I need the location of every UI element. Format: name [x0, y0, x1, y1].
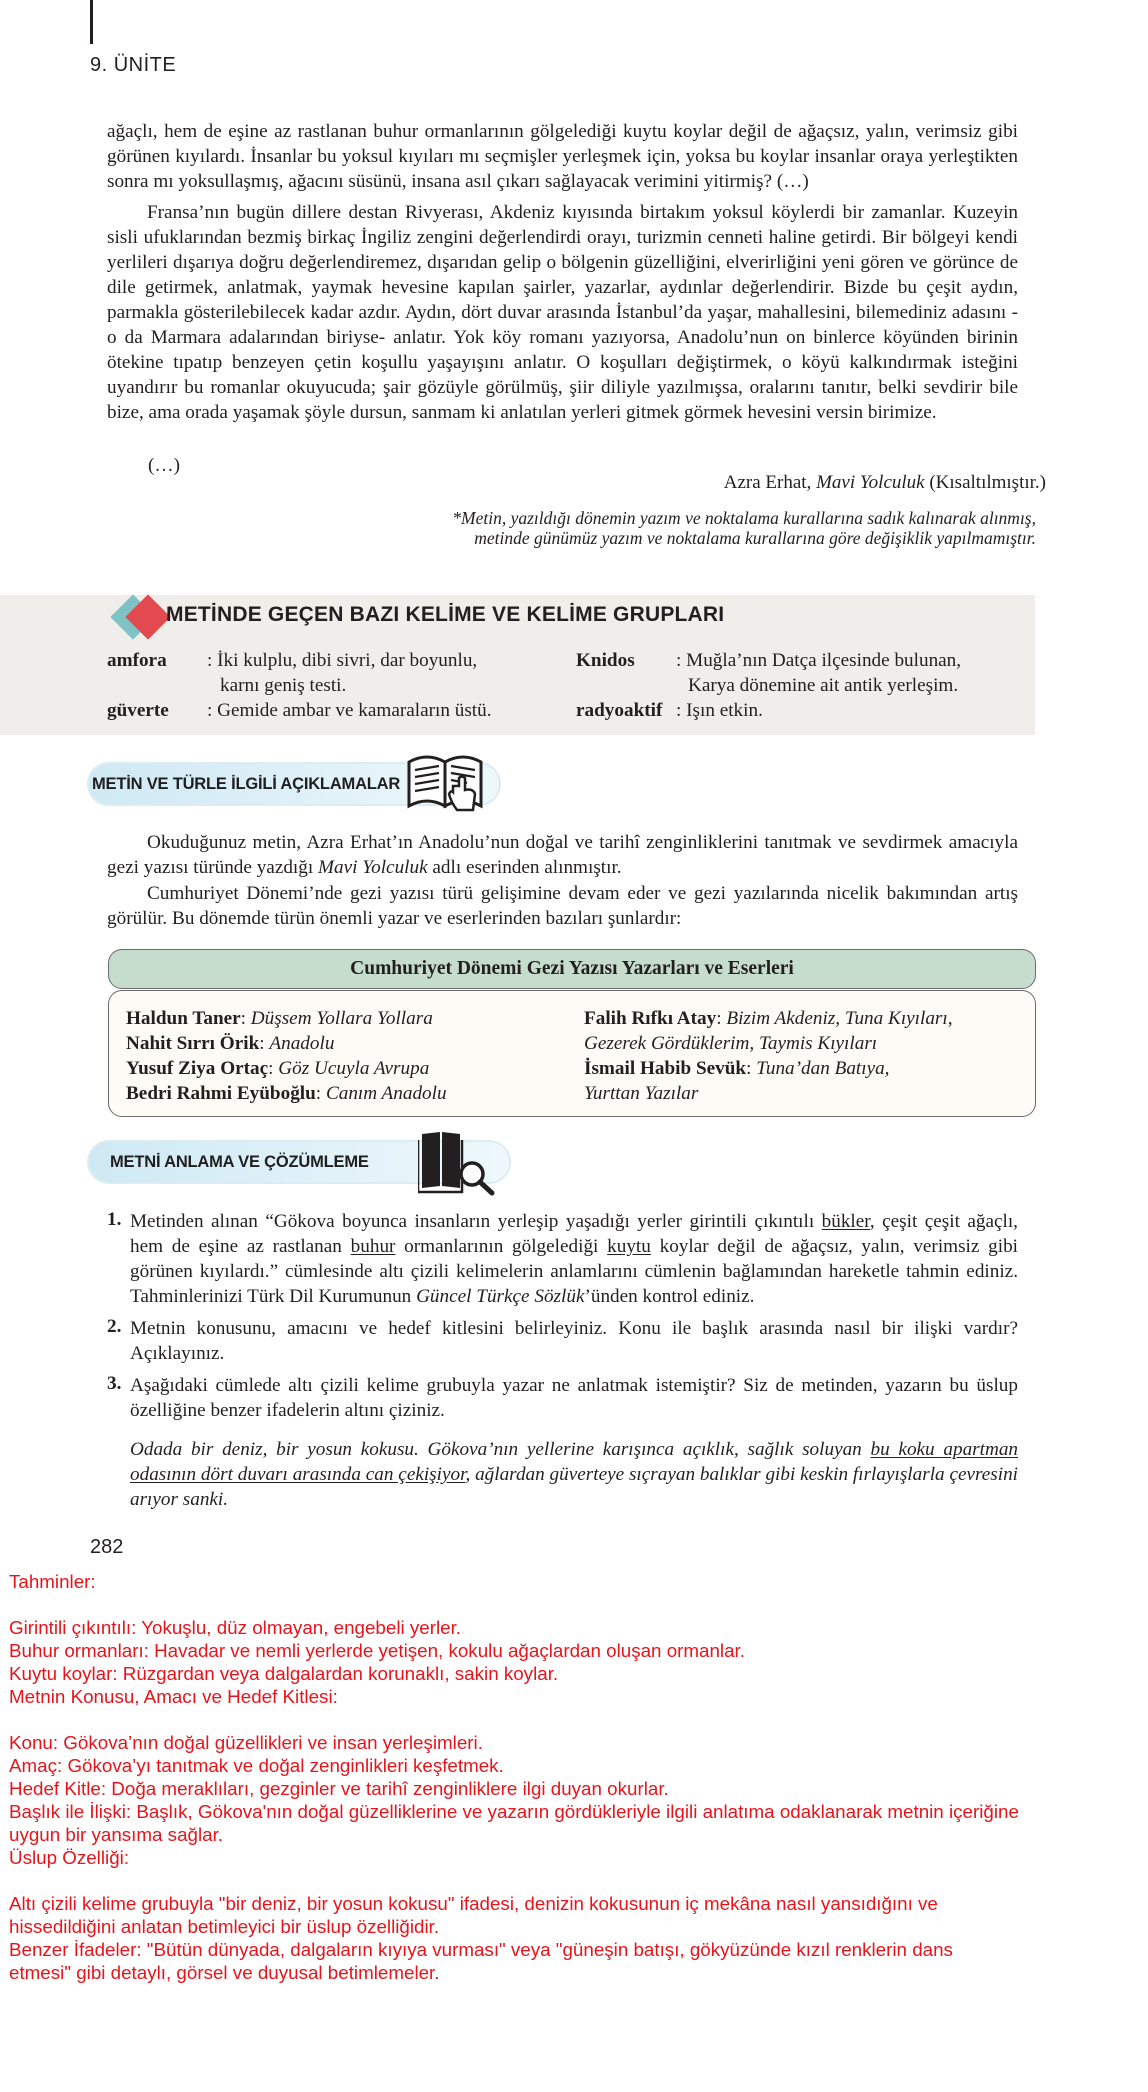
question-2-number: 2. — [107, 1316, 122, 1337]
answer-line: Kuytu koylar: Rüzgardan veya dalgalardan korunaklı, sakin koylar. — [9, 1663, 559, 1684]
answer-line: Hedef Kitle: Doğa meraklıları, gezginler ve tarihî zenginliklere ilgi duyan okurlar. — [9, 1778, 669, 1799]
answer-line: Metnin Konusu, Amacı ve Hedef Kitlesi: — [9, 1686, 338, 1707]
answer-line: Üslup Özelliği: — [9, 1847, 130, 1868]
explanations-text-2: Cumhuriyet Dönemi’nde gezi yazısı türü gelişimine devam eder ve gezi yazılarında nicelik bakımından artış görülür. Bu dönemde türün önemli yazar ve eserlerinden bazıları şunlardır: — [107, 883, 1018, 929]
quote-text-b: , ağlardan güverteye sıçrayan balıklar gibi keskin fırlayışlarla çevresini arıyor sanki. — [130, 1464, 1018, 1510]
vocab-term: güverte — [107, 700, 169, 721]
answer-line: Konu: Gökova’nın doğal güzellikleri ve insan yerleşimleri. — [9, 1732, 483, 1753]
source-book: Mavi Yolculuk — [816, 472, 925, 493]
passage-text-1: ağaçlı, hem de eşine az rastlanan buhur ormanlarının gölgelediği kuytu koylar değil de ağaçsız, yalın, verimsiz gibi görünen kıyılardı. İnsanlar bu yoksul kıyıları mı seçmişler yerleşmek için, yoksa bu koylar insanlar oraya yerleştikten sonra mı yoksullaşmış, ağacını süsünü, insana asıl çıkarı sağlayacak verimini yitirmiş? (…) — [107, 121, 1018, 192]
question-1-number: 1. — [107, 1209, 122, 1230]
answer-line: Tahminler: — [9, 1571, 96, 1592]
question-1-text-b: , çeşit çeşit ağaçlı, hem de eşine az rastlanan — [130, 1211, 1018, 1257]
question-2 — [130, 1316, 1018, 1366]
spelling-note — [316, 508, 1036, 548]
authors-table-title: Cumhuriyet Dönemi Gezi Yazısı Yazarları ve Eserleri — [108, 949, 1036, 989]
source-suffix: (Kısaltılmıştır.) — [924, 472, 1046, 493]
question-1 — [130, 1209, 1018, 1309]
table-author: Haldun Taner — [126, 1008, 241, 1029]
table-row: Falih Rıfkı Atay: Bizim Akdeniz, Tuna Kıyıları, — [584, 1008, 953, 1029]
table-author: İsmail Habib Sevük — [584, 1058, 747, 1079]
question-2-text: Metnin konusunu, amacını ve hedef kitlesini belirleyiniz. Konu ile başlık arasında nasıl bir ilişki vardır? Açıklayınız. — [130, 1318, 1018, 1364]
vocabulary-title: METİNDE GEÇEN BAZI KELİME VE KELİME GRUPLARI — [166, 603, 725, 626]
question-1-text — [130, 1209, 1018, 1309]
comprehension-title: METNİ ANLAMA VE ÇÖZÜMLEME — [110, 1153, 369, 1171]
table-row: Bedri Rahmi Eyüboğlu: Canım Anadolu — [126, 1083, 447, 1104]
explanations-book-title: Mavi Yolculuk — [318, 857, 428, 878]
table-author: Falih Rıfkı Atay — [584, 1008, 717, 1029]
question-3-quote — [130, 1437, 1018, 1512]
answer-line: uygun bir yansıma sağlar. — [9, 1824, 224, 1845]
vocab-entry-guverte — [107, 698, 492, 723]
underlined-kuytu: kuytu — [607, 1236, 651, 1257]
vocab-definition-cont: karnı geniş testi. — [220, 675, 347, 696]
table-works: Yurttan Yazılar — [584, 1083, 699, 1104]
vocab-definition: : Işın etkin. — [676, 700, 763, 721]
open-book-pointing-hand-icon — [405, 748, 485, 816]
table-works: Bizim Akdeniz, Tuna Kıyıları, — [726, 1008, 953, 1029]
underlined-quote-phrase: bu koku apartman odasının dört duvarı arasında can çekişiyor — [130, 1439, 1019, 1485]
answer-line-blank — [9, 1708, 1139, 1731]
vocab-term: amfora — [107, 650, 167, 671]
authors-table-right-column — [584, 1006, 953, 1106]
vocab-term: Knidos — [576, 650, 635, 671]
question-3 — [130, 1373, 1018, 1423]
answer-line-blank — [9, 1869, 1139, 1892]
table-row: Nahit Sırrı Örik: Anadolu — [126, 1033, 335, 1054]
answer-line: hissedildiğini anlatan betimleyici bir üslup özelliğidir. — [9, 1916, 440, 1937]
vocab-definition: : İki kulplu, dibi sivri, dar boyunlu, — [207, 650, 478, 671]
table-author: Nahit Sırrı Örik — [126, 1033, 260, 1054]
source-citation — [724, 472, 1046, 494]
question-1-text-e: ’ünden kontrol ediniz. — [584, 1286, 755, 1307]
book-magnifier-icon — [418, 1130, 500, 1196]
explanations-text-1a: Okuduğunuz metin, Azra Erhat’ın Anadolu’nun doğal ve tarihî zenginliklerini tanıtmak ve sevdirmek amacıyla gezi yazısı türünde yazdığı — [107, 832, 1018, 878]
table-author: Bedri Rahmi Eyüboğlu — [126, 1083, 316, 1104]
table-works: Tuna’dan Batıya, — [756, 1058, 890, 1079]
quote-text-a: Odada bir deniz, bir yosun kokusu. Gökova’nın yellerine karışınca açıklık, sağlık soluyan — [130, 1439, 871, 1460]
answer-line-blank — [9, 1593, 1139, 1616]
answer-line: Buhur ormanları: Havadar ve nemli yerlerde yetişen, kokulu ağaçlardan oluşan ormanlar. — [9, 1640, 745, 1661]
table-works: Gezerek Gördüklerim, Taymis Kıyıları — [584, 1033, 878, 1054]
answer-line: Altı çizili kelime grubuyla "bir deniz, bir yosun kokusu" ifadesi, denizin kokusunun iç mekâna nasıl yansıdığını ve — [9, 1893, 938, 1914]
source-author: Azra Erhat, — [723, 472, 817, 493]
passage-text-2: Fransa’nın bugün dillere destan Rivyerası, Akdeniz kıyısında birtakım yoksul köylerdi bir zamanlar. Kuzeyin sisli ufuklarından bezmiş birkaç İngiliz zengini değerlendirdi orayı, turizmin cenneti haline getirdi. Bir bölgeyi kendi yerlileri dışarıya doğru değerlendiremez, dışarıdan gelip o bölgenin güzelliğini, elverirliğini yeni gören ve görünce de dile getirmek, anlatmak, yaymak hevesine kapılan şairler, yazarlar, aydınlar değerlendirir. Bizde bu çeşit aydın, parmakla gösterilebilecek kadar azdır. Aydın, dört duvar arasında İstanbul’da yaşar, mahallesini, bilemediniz adasını -o da Marmara adalarından biriyse- anlatır. Yok köy romanı yazıyorsa, Anadolu’nun on binlerce köyünden birinin ötekine tıpatıp benzeyen çetin koşullu yaşayışını anlatır. O koşulları değiştirmek, o köyü kalkındırmak isteğini uyandırır bu romanlar okuyucuda; şair gözüyle görülmüş, şiir diliyle yazılmışsa, oralarını tanıtır, belki sevdirir bile bize, ama orada yaşamak şöyle dursun, sanmam ki anlatılan yerleri gitmek görmek hevesini versin birimize. — [107, 202, 1018, 423]
spelling-note-line-2: metinde günümüz yazım ve noktalama kurallarına göre değişiklik yapılmamıştır. — [474, 528, 1036, 548]
answer-line: Benzer İfadeler: "Bütün dünyada, dalgaların kıyıya vurması" veya "güneşin batışı, gökyüzünde kızıl renklerin dans — [9, 1939, 953, 1960]
spelling-note-line-1: *Metin, yazıldığı dönemin yazım ve noktalama kurallarına sadık kalınarak alınmış, — [452, 508, 1036, 528]
table-row — [584, 1081, 953, 1106]
underlined-buhur: buhur — [350, 1236, 396, 1257]
explanations-paragraph-1 — [107, 830, 1018, 880]
explanations-text-1b: adlı eserinden alınmıştır. — [427, 857, 622, 878]
answer-line: etmesi" gibi detaylı, görsel ve duyusal betimlemeler. — [9, 1962, 440, 1983]
answer-line: Girintili çıkıntılı: Yokuşlu, düz olmayan, engebeli yerler. — [9, 1617, 462, 1638]
vocab-definition: : Gemide ambar ve kamaraların üstü. — [207, 700, 492, 721]
table-works: Düşsem Yollara Yollara — [250, 1008, 433, 1029]
question-3-text: Aşağıdaki cümlede altı çizili kelime grubuyla yazar ne anlatmak istemiştir? Siz de metinden, yazarın bu üslup özelliğine benzer ifadelerin altını çiziniz. — [130, 1375, 1018, 1421]
passage-paragraph-2 — [107, 200, 1018, 425]
vocab-definition-cont: Karya dönemine ait antik yerleşim. — [688, 675, 959, 696]
dictionary-title: Güncel Türkçe Sözlük — [416, 1286, 585, 1307]
table-row: Haldun Taner: Düşsem Yollara Yollara — [126, 1008, 433, 1029]
table-works: Anadolu — [269, 1033, 335, 1054]
vocab-entry-radyoaktif — [576, 698, 763, 723]
vocab-definition: : Muğla’nın Datça ilçesinde bulunan, — [676, 650, 962, 671]
explanations-title: METİN VE TÜRLE İLGİLİ AÇIKLAMALAR — [92, 775, 401, 793]
page-number: 282 — [90, 1536, 124, 1558]
unit-label: 9. ÜNİTE — [90, 54, 177, 76]
vocab-entry-knidos — [576, 648, 961, 698]
underlined-bukler: bükler — [821, 1211, 870, 1232]
header-rule — [90, 0, 93, 44]
question-1-text-d: koylar değil de ağaçsız, yalın, verimsiz gibi görünen kıyılardı.” cümlesinde altı çizili kelimelerin anlamlarını cümlenin bağlamından hareketle tahmin ediniz. Tahminlerinizi Türk Dil Kurumunun — [130, 1236, 1018, 1307]
table-author: Yusuf Ziya Ortaç — [126, 1058, 269, 1079]
table-row — [584, 1031, 953, 1056]
answer-line: Başlık ile İlişki: Başlık, Gökova'nın doğal güzelliklerine ve yazarın gördükleriyle ilgili anlatıma odaklanarak metnin içeriğine — [9, 1801, 1019, 1822]
passage-paragraph-1 — [107, 119, 1018, 194]
question-3-quote-text — [130, 1437, 1018, 1512]
table-row: Yusuf Ziya Ortaç: Göz Ucuyla Avrupa — [126, 1058, 430, 1079]
question-3-number: 3. — [107, 1373, 122, 1394]
explanations-text-1 — [107, 830, 1018, 880]
vocab-term: radyoaktif — [576, 700, 663, 721]
table-row: İsmail Habib Sevük: Tuna’dan Batıya, — [584, 1058, 890, 1079]
passage-ellipsis: (…) — [148, 455, 180, 476]
question-1-text-c: ormanlarının gölgelediği — [395, 1236, 608, 1257]
table-works: Göz Ucuyla Avrupa — [278, 1058, 430, 1079]
answer-line: Amaç: Gökova’yı tanıtmak ve doğal zenginlikleri keşfetmek. — [9, 1755, 504, 1776]
handwritten-answers — [9, 1570, 1139, 1984]
table-works: Canım Anadolu — [325, 1083, 447, 1104]
question-1-text-a: Metinden alınan “Gökova boyunca insanların yerleşip yaşadığı yerler girintili çıkıntılı — [130, 1211, 822, 1232]
vocab-entry-amfora — [107, 648, 477, 698]
authors-table-left-column — [126, 1006, 447, 1106]
explanations-paragraph-2 — [107, 881, 1018, 931]
